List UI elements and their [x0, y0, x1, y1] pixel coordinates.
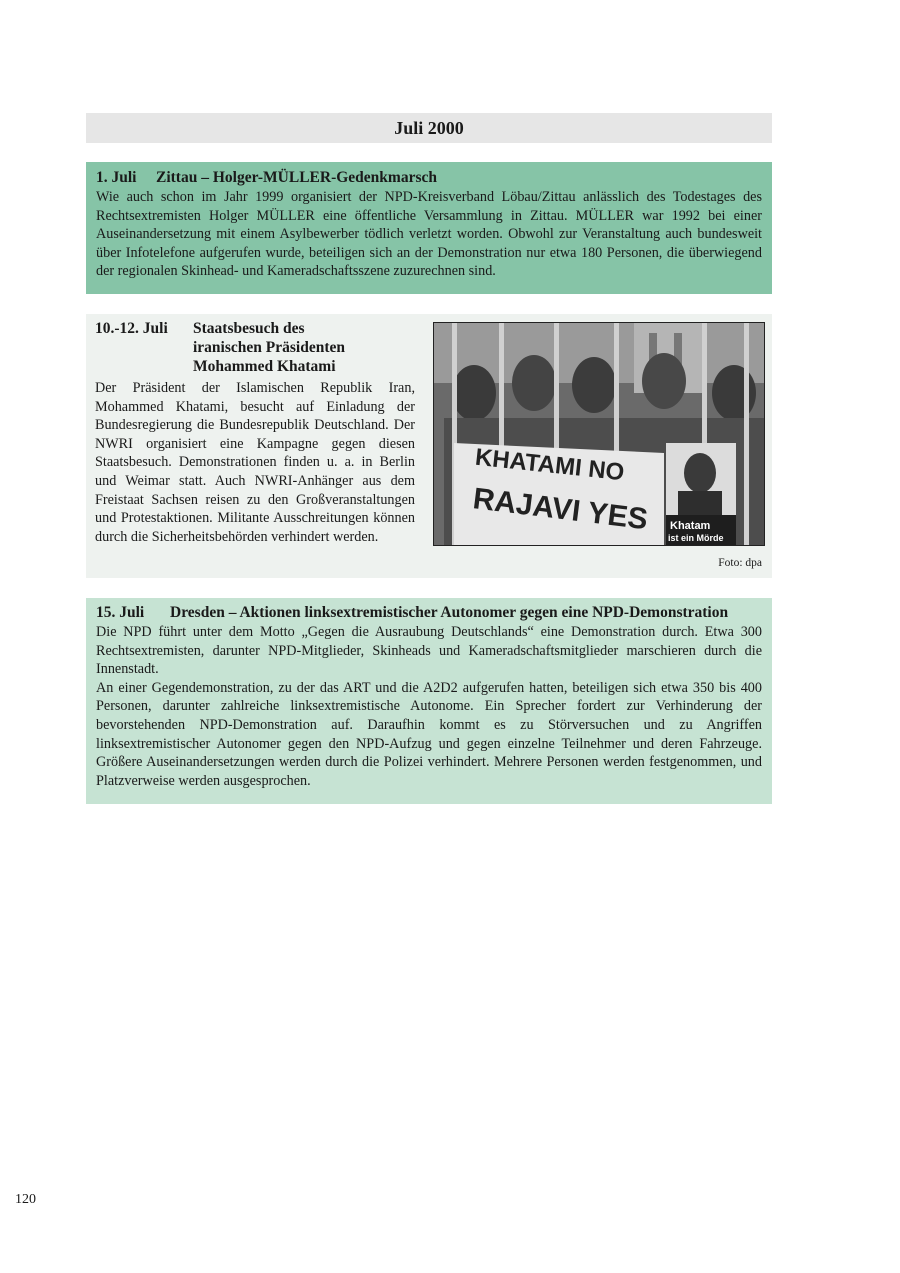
entry-title: Staatsbesuch des iranischen Präsidenten Mohammed Khatami: [193, 320, 345, 375]
entry-heading: [96, 168, 762, 187]
entry-date: 15. Juli: [96, 604, 145, 621]
paragraph: Die NPD führt unter dem Motto „Gegen die Ausraubung Deutschlands“ eine Demonstration durch. Etwa 300 Rechtsextremisten, darunter NPD-Mitglieder, Skinheads und Kameradschaftsmitglieder marschieren durch die Innenstadt.: [96, 624, 762, 678]
entry-text-column: [95, 319, 415, 546]
poster-text-1: Khatam: [670, 520, 711, 532]
entry-title: Dresden – Aktionen linksextremistischer Autonomer gegen eine NPD-Demonstration: [170, 604, 729, 621]
entry-zittau: [86, 162, 772, 294]
paragraph: Der Präsident der Islamischen Republik Iran, Mohammed Khatami, besucht auf Einladung der Bundesregierung die Bundesrepublik Deutschland. Der NWRI organisiert eine Kampagne gegen diesen Staatsbesuch. Demonstrationen finden u. a. in Berlin und Weimar statt. Auch NWRI-Anhänger aus dem Freistaat Sachsen reisen zu den Großveranstaltungen und Protestaktionen. Militante Ausschreitungen können durch die Sicherheitsbehörden verhindert werden.: [95, 380, 415, 545]
banner-text-1: KHATAMI NO: [473, 443, 626, 487]
entry-text: [95, 379, 415, 546]
paragraph: Wie auch schon im Jahr 1999 organisiert der NPD-Kreisverband Löbau/Zittau anlässlich des Todestages des Rechtsextremisten Holger MÜLLER eine öffentliche Versammlung in Zittau. MÜLLER war 1992 bei einer Auseinandersetzung mit einem Asylbewerber tödlich verletzt worden. Obwohl zur Veranstaltung auch bundesweit über Infotelefone aufgerufen wurde, beteiligen sich an der Demonstration nur etwa 180 Personen, die überwiegend der regionalen Skinhead- und Kameradschaftsszene zuzurechnen sind.: [96, 189, 762, 280]
protest-photo-image: [434, 323, 764, 545]
entry-heading: [95, 319, 415, 376]
protest-photo: [433, 322, 765, 546]
paragraph: An einer Gegendemonstration, zu der das ART und die A2D2 aufgerufen hatten, beteiligen sich etwa 350 bis 400 Personen, darunter zahlreiche linksextremistische Autonome. Ein Sprecher fordert zur Verhinderung der bevorstehenden NPD-Demonstration auf. Daraufhin kommt es zu Störversuchen und zu Angriffen linksextremistischer Autonomer gegen den NPD-Aufzug und gegen einzelne Teilnehmer und deren Fahrzeuge. Größere Auseinandersetzungen werden durch die Polizei verhindert. Mehrere Personen werden festgenommen, und Platzverweise werden ausgesprochen.: [96, 679, 762, 789]
banner-text-2: RAJAVI YES: [471, 482, 650, 537]
entry-date: 10.-12. Juli: [95, 320, 168, 337]
entry-khatami: [86, 314, 772, 578]
entry-title: Zittau – Holger-MÜLLER-Gedenkmarsch: [156, 169, 437, 186]
entry-dresden: [86, 598, 772, 804]
entry-heading: [96, 603, 762, 622]
poster-text-2: ist ein Mörde: [668, 533, 724, 543]
entry-text: [96, 188, 762, 281]
photo-caption: Foto: dpa: [718, 557, 762, 569]
entry-text: [96, 623, 762, 790]
entry-date: 1. Juli: [96, 169, 137, 186]
month-title: Juli 2000: [86, 113, 772, 143]
page-number: 120: [15, 1192, 36, 1207]
